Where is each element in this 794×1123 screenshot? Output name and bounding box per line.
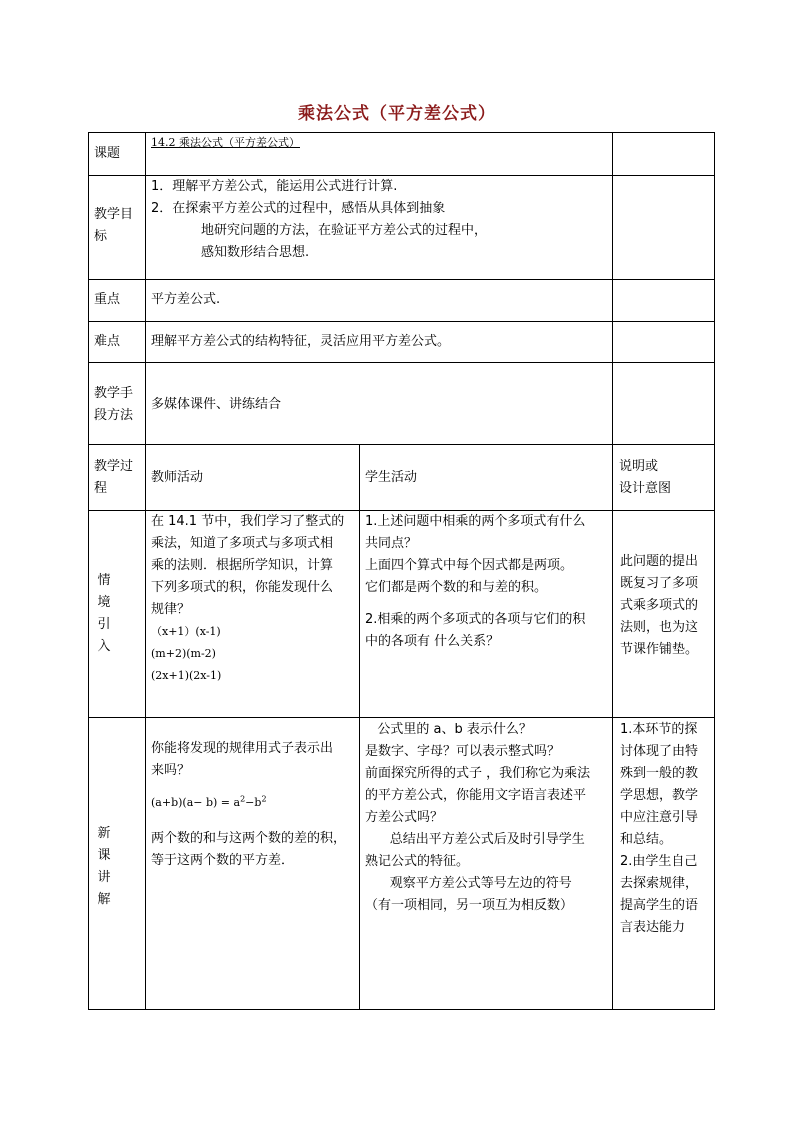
method-value: 多媒体课件、讲练结合 <box>151 397 282 412</box>
new-lesson-teacher-activity: 你能将发现的规律用式子表示出 来吗？ $(a+b)(a- b) = a^2-b^2$ 两个数的和与这两个数的差的积， 等于这两个数的平方差． <box>151 741 347 868</box>
document-title: 乘法公式（平方差公式） <box>298 104 496 124</box>
intro-formula: (2x+1)(2x-1) <box>151 669 222 682</box>
new-lesson-label: 新 课 讲 解 <box>97 826 111 907</box>
key-point-value: 平方差公式. <box>151 292 221 307</box>
goal-line: 1．理解平方差公式，能运用公式进行计算. <box>151 179 398 194</box>
goals-label: 教学目 标 <box>94 207 134 244</box>
student-activity-header: 学生活动 <box>365 470 418 485</box>
goal-line: 2．在探索平方差公式的过程中，感悟从具体到抽象 <box>151 201 446 216</box>
goal-line: 感知数形结合思想. <box>201 245 310 260</box>
intro-notes: 此问题的提出 既复习了多项 式乘多项式的 法则，也为这 节课作铺垫。 <box>620 554 699 657</box>
goals-content <box>151 176 487 264</box>
topic-value: 14.2 乘法公式（平方差公式） <box>151 136 300 149</box>
process-label: 教学过 程 <box>94 459 134 496</box>
difference-of-squares-formula: $(a+b)(a- b) = a^2-b^2$ <box>151 794 267 809</box>
topic-label: 课题 <box>94 146 121 161</box>
difficulty-label: 难点 <box>94 334 121 349</box>
intro-formula: (m+2)(m-2) <box>151 647 216 660</box>
intro-student-activity: 1.上述问题中相乘的两个多项式有什么 共同点？ 上面四个算式中每个因式都是两项。 它们都是两个数的和与差的积。 2.相乘的两个多项式的各项与它们的积 中的各项有 什么关系？ <box>365 514 586 649</box>
new-lesson-notes: 1.本环节的探 讨体现了由特 殊到一般的教 学思想，教学 中应注意引导 和总结。 2.由学生自己 去探索规律， 提高学生的语 言表达能力 <box>620 722 699 935</box>
difficulty-value: 理解平方差公式的结构特征，灵活应用平方差公式。 <box>151 334 451 349</box>
key-point-label: 重点 <box>94 292 121 307</box>
intro-label: 情 境 引 入 <box>97 573 111 654</box>
goal-line: 地研究问题的方法，在验证平方差公式的过程中， <box>201 223 488 238</box>
intro-teacher-activity: 在 14.1 节中，我们学习了整式的 乘法，知道了多项式与多项式相 乘的法则．根据所学知识，计算 下列多项式的积，你能发现什么 规律？ （x+1）(x-1) (m+2)(m-2) (2x+1)(2x-1) <box>151 511 344 687</box>
new-lesson-student-activity: 公式里的 a、b 表示什么？ 是数字、字母？可以表示整式吗？ 前面探究所得的式子 ，我们称它为乘法 的平方差公式，你能用文字语言表述平 方差公式吗？ 总结出平方差公式后及时引导学生 熟记公式的特征。 观察平方差公式等号左边的符号 （有一项相同，另一项互为相反数） <box>365 722 591 913</box>
method-label: 教学手 段方法 <box>94 386 134 423</box>
intro-formula: （x+1）(x-1) <box>151 625 221 638</box>
notes-header: 说明或 设计意图 <box>619 459 672 496</box>
teacher-activity-header: 教师活动 <box>151 470 204 485</box>
